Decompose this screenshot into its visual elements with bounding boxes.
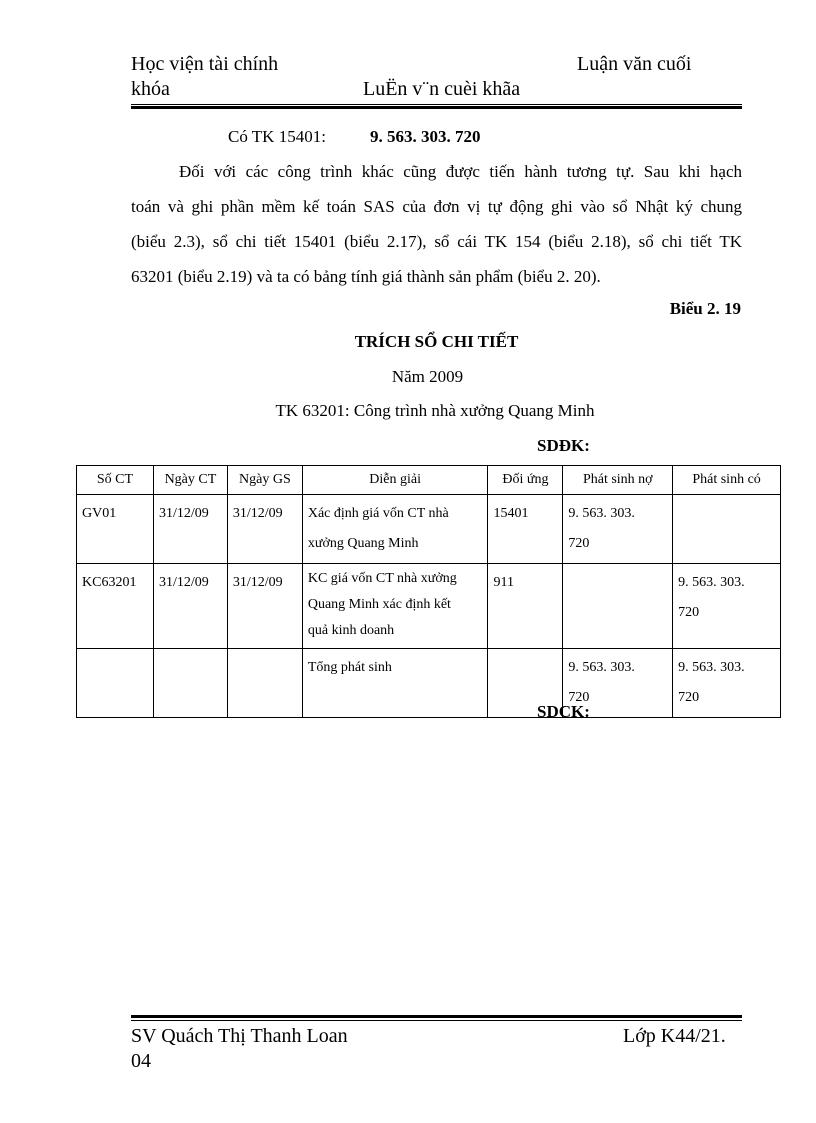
footer-rule-thin — [131, 1020, 742, 1021]
cell-line: Tổng phát sinh — [307, 660, 392, 675]
column-header: Đối ứng — [488, 466, 563, 495]
cell-doi-ung: 911 — [488, 564, 563, 649]
cell-line: KC giá vốn CT nhà xưởng — [307, 571, 457, 586]
cell-ngay-ct — [153, 649, 227, 718]
footer-class: Lớp K44/21. — [623, 1025, 726, 1047]
opening-balance-label: SDĐK: — [537, 436, 590, 455]
header-center-title: LuËn v¨n cuèi khãa — [363, 78, 521, 100]
closing-balance-label: SDCK: — [537, 702, 590, 721]
cell-line: 9. 563. 303. — [568, 506, 635, 521]
cell-so-ct — [77, 649, 154, 718]
cell-co — [673, 495, 781, 564]
cell-line: 9. 563. 303. — [568, 660, 635, 675]
cell-no — [563, 495, 673, 564]
cell-line: Xác định giá vốn CT nhà — [307, 506, 449, 521]
header-institution: Học viện tài chính — [131, 53, 279, 75]
cell-line: 9. 563. 303. — [678, 660, 745, 675]
header-doc-type: Luận văn cuối — [577, 53, 692, 75]
cell-ngay-ct: 31/12/09 — [153, 495, 227, 564]
footer-student-name: SV Quách Thị Thanh Loan — [131, 1025, 348, 1047]
column-header: Phát sinh có — [673, 466, 781, 495]
report-reference: Biểu 2. 19 — [669, 299, 741, 318]
ledger-table — [76, 465, 781, 718]
report-title: TRÍCH SỔ CHI TIẾT — [354, 332, 519, 351]
table-header-row — [77, 466, 781, 495]
cell-line: 720 — [678, 605, 700, 620]
cell-ngay-gs — [227, 649, 302, 718]
cell-ngay-ct: 31/12/09 — [153, 564, 227, 649]
cell-dien-giai — [302, 564, 488, 649]
column-header: Ngày CT — [153, 466, 227, 495]
footer-rule-thick — [131, 1015, 742, 1018]
entry-label: Có TK 15401: — [228, 127, 326, 146]
cell-ngay-gs: 31/12/09 — [227, 564, 302, 649]
column-header: Số CT — [77, 466, 154, 495]
column-header: Diễn giải — [302, 466, 488, 495]
cell-co — [673, 649, 781, 718]
cell-doi-ung: 15401 — [488, 495, 563, 564]
report-subtitle: TK 63201: Công trình nhà xưởng Quang Minh — [275, 401, 595, 420]
cell-so-ct: KC63201 — [77, 564, 154, 649]
column-header: Phát sinh nợ — [563, 466, 673, 495]
body-paragraph — [131, 154, 742, 294]
column-header: Ngày GS — [227, 466, 302, 495]
entry-amount: 9. 563. 303. 720 — [370, 127, 481, 146]
cell-co — [673, 564, 781, 649]
cell-line: xưởng Quang Minh — [307, 536, 419, 551]
paragraph-line: toán và ghi phần mềm kế toán SAS của đơn vị tự động ghi vào sổ Nhật ký chung — [131, 197, 742, 216]
paragraph-line: Đối với các công trình khác cũng được tiến hành tương tự. Sau khi hạch — [179, 162, 742, 181]
cell-so-ct: GV01 — [77, 495, 154, 564]
table-row — [77, 495, 781, 564]
header-rule-thin — [131, 104, 742, 105]
cell-no — [563, 564, 673, 649]
footer-class-continuation: 04 — [131, 1050, 151, 1072]
header-continuation: khóa — [131, 78, 170, 100]
header-rule-thick — [131, 106, 742, 109]
cell-line: 720 — [568, 536, 590, 551]
table-row — [77, 564, 781, 649]
paragraph-line: 63201 (biểu 2.19) và ta có bảng tính giá thành sản phẩm (biểu 2. 20). — [131, 267, 601, 286]
table-row-total — [77, 649, 781, 718]
cell-line: 9. 563. 303. — [678, 575, 745, 590]
cell-dien-giai — [302, 649, 488, 718]
paragraph-line: (biểu 2.3), sổ chi tiết 15401 (biểu 2.17), sổ cái TK 154 (biểu 2.18), sổ chi tiết TK — [131, 232, 742, 251]
cell-line: quả kinh doanh — [307, 623, 395, 638]
report-year: Năm 2009 — [391, 367, 464, 386]
cell-ngay-gs: 31/12/09 — [227, 495, 302, 564]
cell-line: 720 — [568, 690, 590, 705]
cell-dien-giai — [302, 495, 488, 564]
cell-line: Quang Minh xác định kết — [307, 597, 451, 612]
cell-line: 720 — [678, 690, 700, 705]
